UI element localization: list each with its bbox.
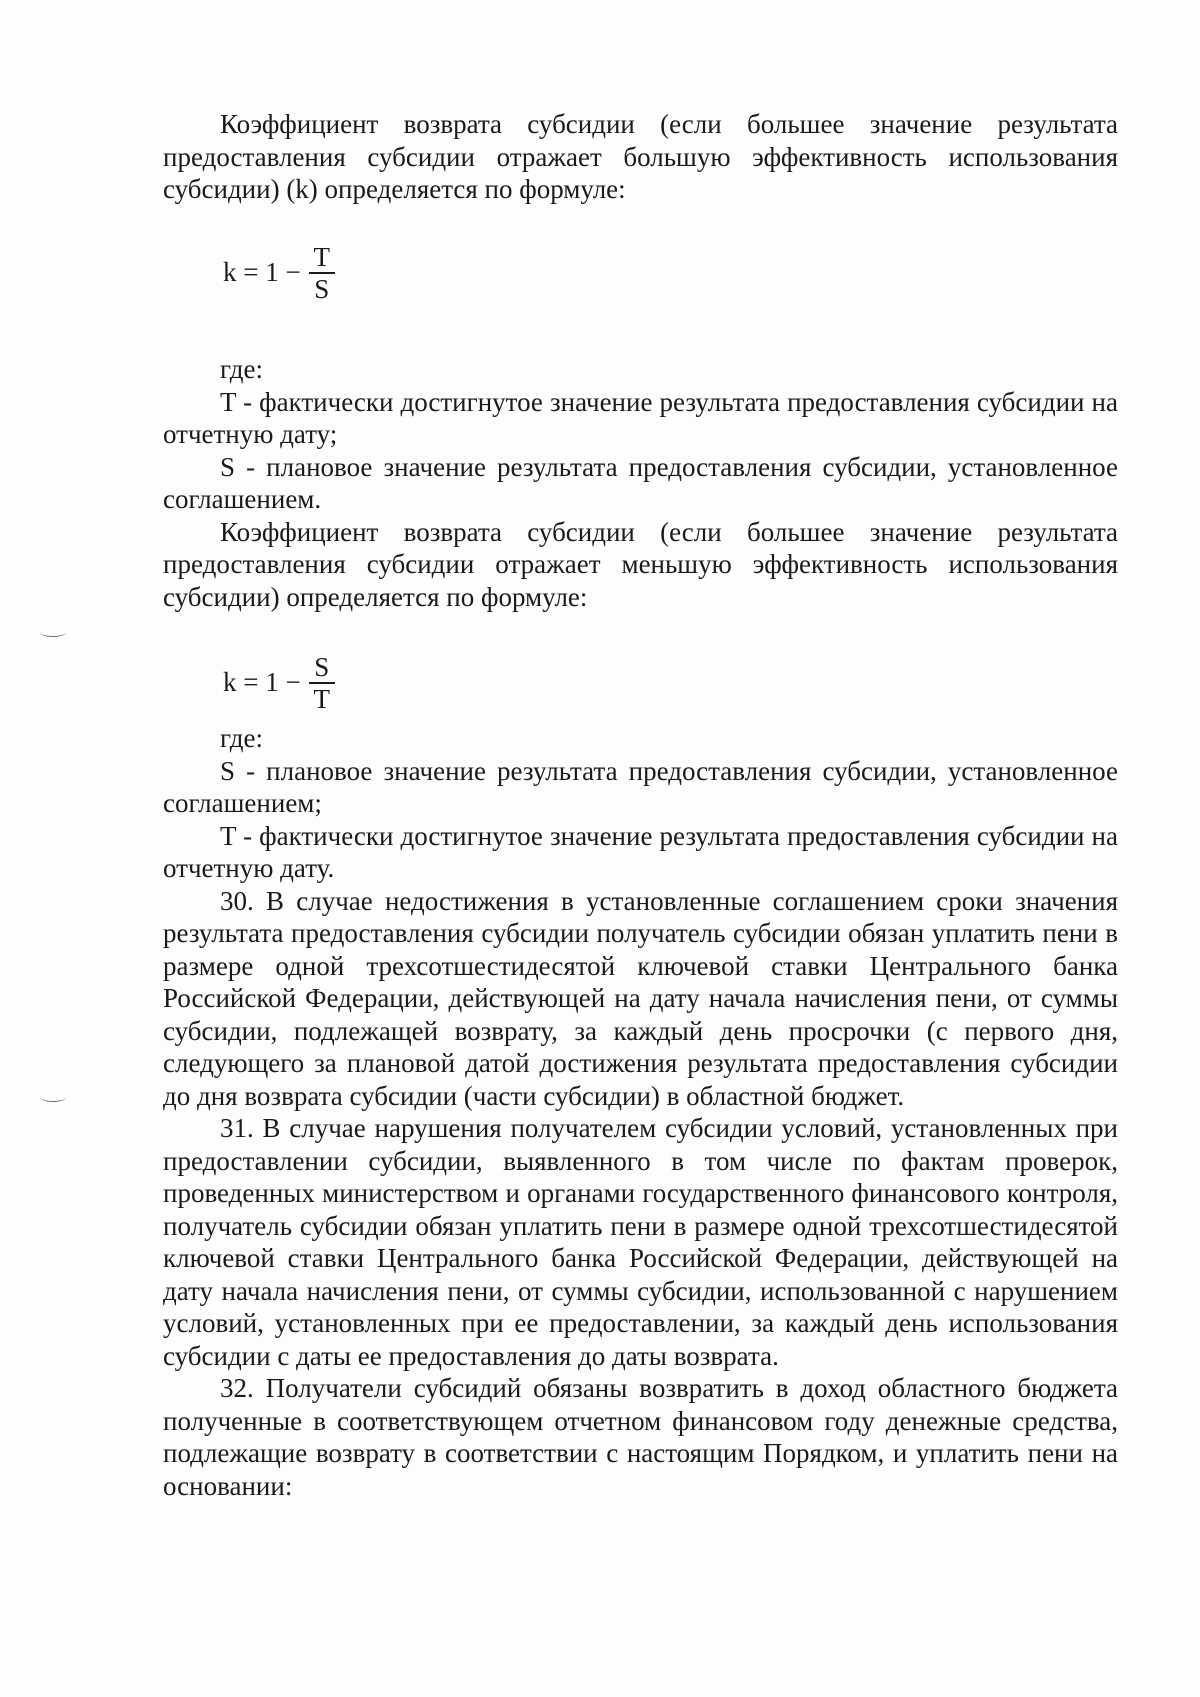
- formula-1-denominator: S: [314, 273, 330, 304]
- paragraph-30: 30. В случае недостижения в установленные соглашением сроки значения результата предоставления субсидии получатель субсидии обязан уплатить пени в размере одной трехсотшестидесятой ключевой ставки Центрального банка Российской Федерации, действующей на дату начала начисления пени, от суммы субсидии, подлежащей возврату, за каждый день просрочки (с первого дня, следующего за плановой датой достижения результата предоставления субсидии до дня возврата субсидии (части субсидии) в областной бюджет.: [163, 885, 1118, 1111]
- text-block-2: [163, 353, 1118, 613]
- text-block-1: [163, 108, 1118, 206]
- text-block-3: [163, 722, 1118, 1502]
- formula-1-fraction: [309, 242, 335, 304]
- paragraph-s-definition-2: S - плановое значение результата предоставления субсидии, установленное соглашением;: [163, 755, 1118, 818]
- scan-mark: [40, 628, 66, 637]
- where-label-1: где:: [220, 354, 263, 384]
- paragraph-s-definition-1: S - плановое значение результата предоставления субсидии, установленное соглашением.: [163, 451, 1118, 514]
- scan-mark: [40, 1093, 66, 1102]
- formula-1: [223, 242, 335, 304]
- formula-2-denominator: T: [313, 683, 330, 714]
- formula-2-fraction: [309, 652, 335, 714]
- paragraph-t-definition-1: T - фактически достигнутое значение результата предоставления субсидии на отчетную дату;: [163, 386, 1118, 449]
- paragraph-intro-1: Коэффициент возврата субсидии (если большее значение результата предоставления субсидии отражает большую эффективность использования субсидии) (k) определяется по формуле:: [163, 109, 1118, 204]
- paragraph-t-definition-2: T - фактически достигнутое значение результата предоставления субсидии на отчетную дату.: [163, 820, 1118, 883]
- formula-2-numerator: S: [314, 652, 330, 682]
- paragraph-32: 32. Получатели субсидий обязаны возвратить в доход областного бюджета полученные в соответствующем отчетном финансовом году денежные средства, подлежащие возврату в соответствии с настоящим Порядком, и уплатить пени на основании:: [163, 1373, 1118, 1501]
- where-label-2: где:: [220, 723, 263, 753]
- formula-1-lhs: k = 1 −: [223, 257, 301, 288]
- formula-2: [223, 652, 335, 714]
- formula-2-lhs: k = 1 −: [223, 667, 301, 698]
- paragraph-intro-2: Коэффициент возврата субсидии (если большее значение результата предоставления субсидии отражает меньшую эффективность использования субсидии) определяется по формуле:: [163, 516, 1118, 612]
- paragraph-31: 31. В случае нарушения получателем субсидии условий, установленных при предоставлении субсидии, выявленного в том числе по фактам проверок, проведенных министерством и органами государственного финансового контроля, получатель субсидии обязан уплатить пени в размере одной трехсотшестидесятой ключевой ставки Центрального банка Российской Федерации, действующей на дату начала начисления пени, от суммы субсидии, использованной с нарушением условий, установленных при ее предоставлении, за каждый день использования субсидии с даты ее предоставления до даты возврата.: [163, 1113, 1118, 1371]
- formula-1-numerator: T: [313, 242, 330, 272]
